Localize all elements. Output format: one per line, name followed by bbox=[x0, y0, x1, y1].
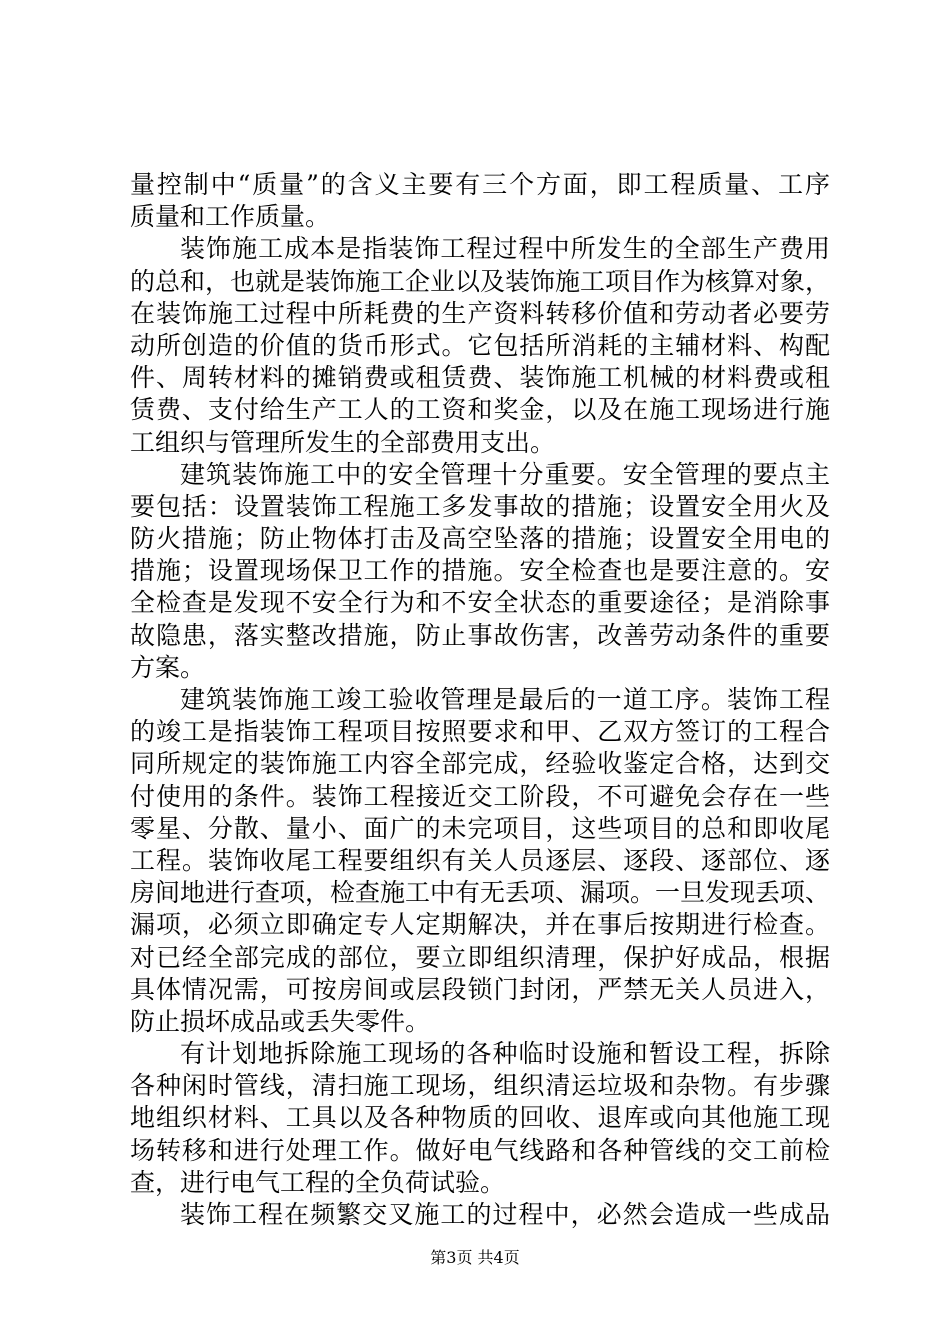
text-line: 房间地进行查项，检查施工中有无丢项、漏项。一旦发现丢项、 bbox=[130, 878, 831, 908]
text-line: 建筑装饰施工竣工验收管理是最后的一道工序。装饰工程 bbox=[180, 685, 830, 714]
text-line: 建筑装饰施工中的安全管理十分重要。安全管理的要点主 bbox=[180, 459, 830, 489]
text-line: 装饰施工成本是指装饰工程过程中所发生的全部生产费用 bbox=[180, 234, 830, 264]
text-line: 件、周转材料的摊销费或租赁费、装饰施工机械的材料费或租 bbox=[130, 363, 830, 393]
document-body bbox=[130, 169, 830, 1231]
text-line: 的总和，也就是装饰施工企业以及装饰施工项目作为核算对象， bbox=[130, 266, 831, 296]
text-line: 在装饰施工过程中所耗费的生产资料转移价值和劳动者必要劳 bbox=[130, 298, 830, 328]
text-line: 工程。装饰收尾工程要组织有关人员逐层、逐段、逐部位、逐 bbox=[130, 845, 830, 875]
text-line: 付使用的条件。装饰工程接近交工阶段，不可避免会存在一些 bbox=[130, 781, 830, 811]
text-line: 故隐患，落实整改措施，防止事故伤害，改善劳动条件的重要 bbox=[130, 620, 830, 650]
text-line: 零星、分散、量小、面广的未完项目，这些项目的总和即收尾 bbox=[130, 813, 830, 843]
text-line: 质量和工作质量。 bbox=[130, 202, 331, 232]
text-line: 防火措施；防止物体打击及高空坠落的措施；设置安全用电的 bbox=[130, 524, 830, 554]
text-line: 场转移和进行处理工作。做好电气线路和各种管线的交工前检 bbox=[130, 1135, 830, 1165]
page-footer bbox=[0, 1245, 950, 1268]
text-line: 赁费、支付给生产工人的工资和奖金，以及在施工现场进行施 bbox=[130, 395, 830, 425]
text-line: 对已经全部完成的部位，要立即组织清理，保护好成品，根据 bbox=[130, 942, 830, 972]
text-line: 动所创造的价值的货币形式。它包括所消耗的主辅材料、构配 bbox=[130, 330, 830, 360]
text-line: 措施；设置现场保卫工作的措施。安全检查也是要注意的。安 bbox=[130, 556, 830, 586]
text-line: 工组织与管理所发生的全部费用支出。 bbox=[130, 427, 556, 457]
text-line: 防止损坏成品或丢失零件。 bbox=[130, 1006, 431, 1036]
text-line: 装饰工程在频繁交叉施工的过程中，必然会造成一些成品 bbox=[180, 1200, 830, 1229]
text-line: 全检查是发现不安全行为和不安全状态的重要途径；是消除事 bbox=[130, 588, 830, 618]
text-line: 同所规定的装饰施工内容全部完成，经验收鉴定合格，达到交 bbox=[130, 749, 830, 779]
text-line: 方案。 bbox=[130, 652, 206, 682]
text-line: 量控制中“质量”的含义主要有三个方面，即工程质量、工序 bbox=[130, 170, 830, 199]
page-number-label: 第3页 共4页 bbox=[430, 1248, 520, 1267]
text-line: 有计划地拆除施工现场的各种临时设施和暂设工程，拆除 bbox=[180, 1039, 830, 1069]
text-line: 漏项，必须立即确定专人定期解决，并在事后按期进行检查。 bbox=[130, 910, 830, 940]
text-line: 查，进行电气工程的全负荷试验。 bbox=[130, 1167, 506, 1197]
text-line: 要包括：设置装饰工程施工多发事故的措施；设置安全用火及 bbox=[130, 491, 830, 521]
text-line: 各种闲时管线，清扫施工现场，组织清运垃圾和杂物。有步骤 bbox=[130, 1071, 830, 1101]
text-line: 地组织材料、工具以及各种物质的回收、退库或向其他施工现 bbox=[130, 1103, 830, 1133]
text-line: 具体情况需，可按房间或层段锁门封闭，严禁无关人员进入， bbox=[130, 974, 830, 1004]
text-line: 的竣工是指装饰工程项目按照要求和甲、乙双方签订的工程合 bbox=[130, 717, 830, 747]
